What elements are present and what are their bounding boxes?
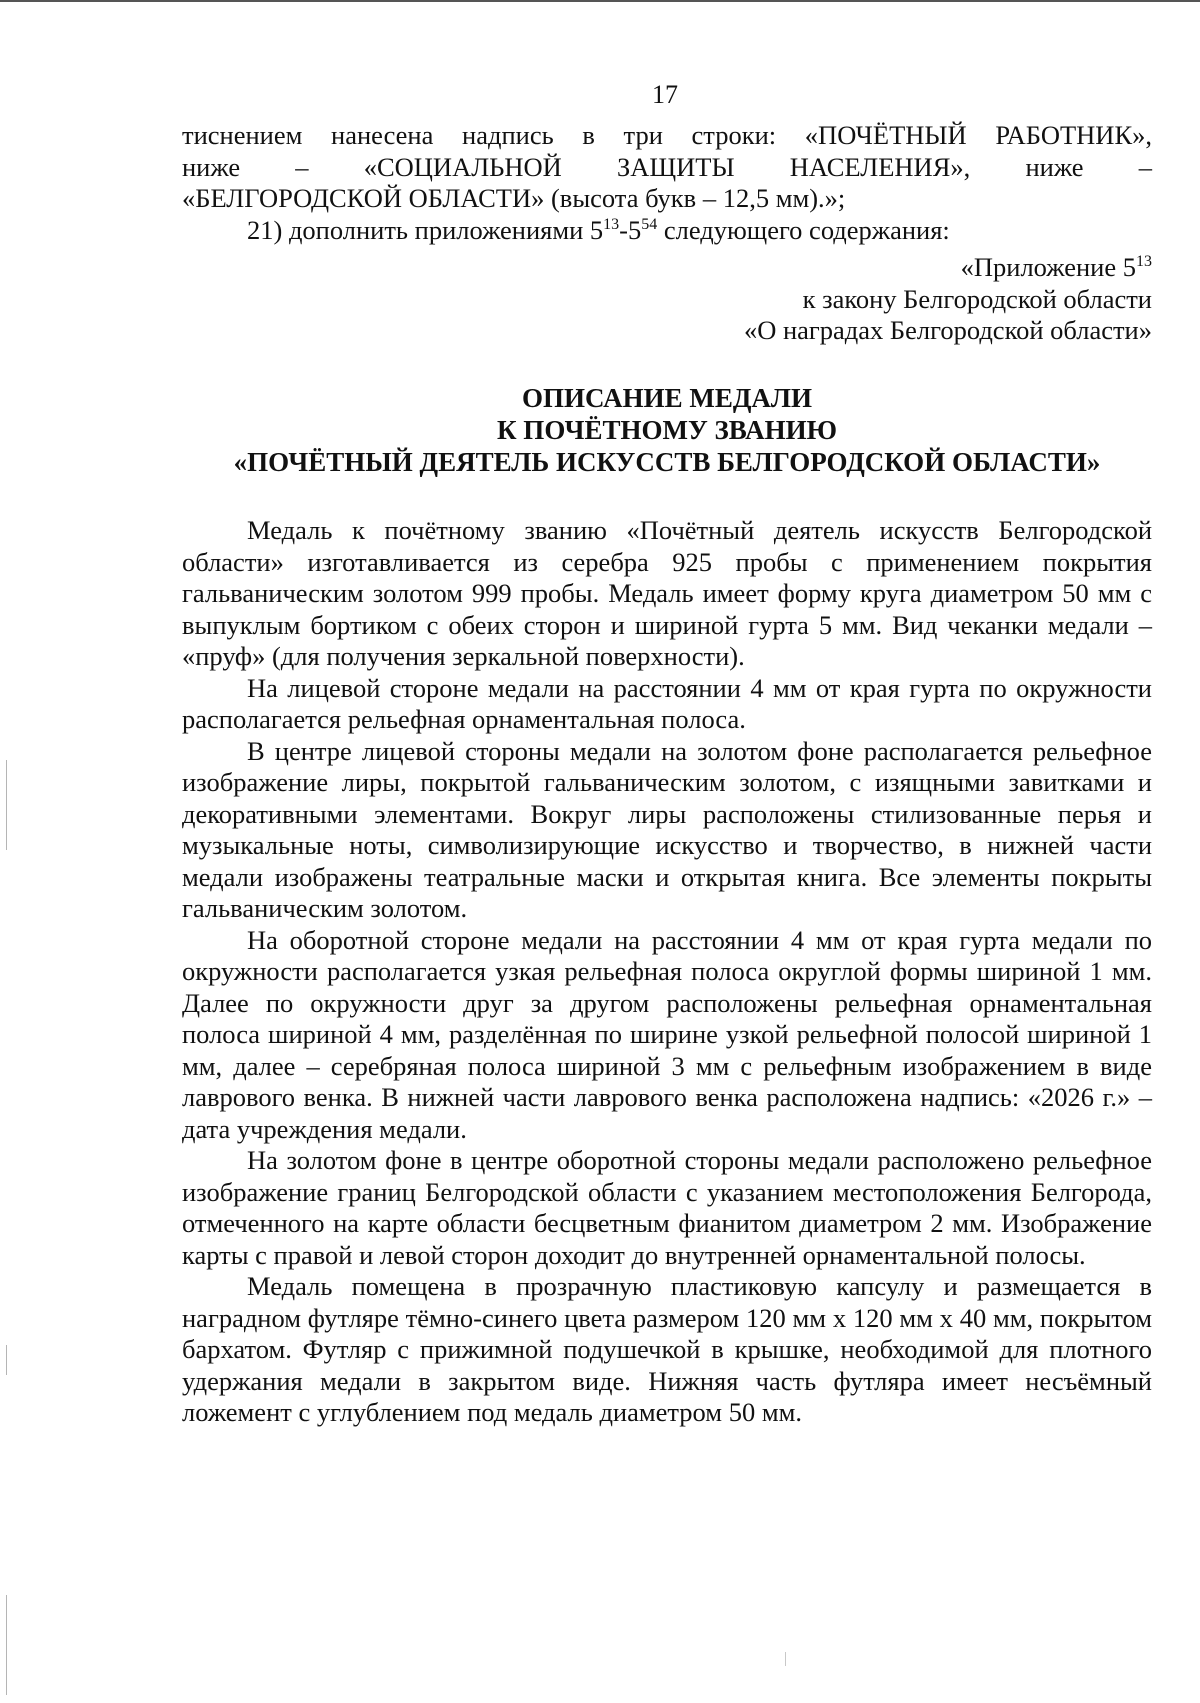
title-line-2: К ПОЧЁТНОМУ ЗВАНИЮ [496,415,837,445]
title-line-3: «ПОЧЁТНЫЙ ДЕЯТЕЛЬ ИСКУССТВ БЕЛГОРОДСКОЙ ОБЛАСТИ» [233,447,1101,477]
appendix-label-superscript: 13 [1136,253,1152,271]
paragraph-obverse-center: В центре лицевой стороны медали на золотом фоне располагается рельефное изображение лиры, покрытой гальваническим золотом, с изящными завитками и декоративными элементами. Вокруг лиры расположены стилизованные перья и музыкальные ноты, символизирующие искусство и творчество, в нижней части медали изображены театральные маски и открытая книга. Все элементы покрыты гальваническим золотом. [182,735,1152,923]
intro-line-2: ниже – «СОЦИАЛЬНОЙ ЗАЩИТЫ НАСЕЛЕНИЯ», ниже – [182,151,1152,182]
page-number: 17 [652,80,678,109]
top-edge-line [0,0,1200,2]
item21-text-a: 21) дополнить приложениями 5 [247,214,604,245]
scan-margin-mark [6,1345,7,1375]
scan-artifact-mark [785,1652,786,1666]
item21-text-c: следующего содержания: [657,214,950,245]
item21-superscript-2: 54 [641,215,658,233]
intro-line-3: «БЕЛГОРОДСКОЙ ОБЛАСТИ» (высота букв – 12,5 мм).»; [182,183,846,213]
intro-text [182,120,1152,246]
intro-line-1: тиснением нанесена надпись в три строки: «ПОЧЁТНЫЙ РАБОТНИК», [182,120,1152,150]
appendix-label-text: «Приложение 5 [960,252,1136,282]
title-line-1: ОПИСАНИЕ МЕДАЛИ [521,383,813,413]
paragraph-case: Медаль помещена в прозрачную пластиковую капсулу и размещается в наградном футляре тёмно-синего цвета размером 120 мм х 120 мм х 40 мм, покрытом бархатом. Футляр с прижимной подушечкой в крышке, необходимой для плотного удержания медали в закрытом виде. Нижняя часть футляра имеет несъёмный ложемент с углублением под медаль диаметром 50 мм. [182,1271,1152,1427]
scan-margin-mark [6,1595,7,1695]
description-body [182,515,1152,1429]
item21-superscript-1: 13 [603,215,620,233]
paragraph-general: Медаль к почётному званию «Почётный деятель искусств Белгородской области» изготавливается из серебра 925 пробы с применением покрытия гальваническим золотом 999 пробы. Медаль имеет форму круга диаметром 50 мм с выпуклым бортиком с обеих сторон и шириной гурта 5 мм. Вид чеканки медали – «пруф» (для получения зеркальной поверхности). [182,515,1152,671]
appendix-law-ref: к закону Белгородской области [802,283,1152,314]
appendix-header [552,252,1152,347]
appendix-law-title: «О наградах Белгородской области» [743,315,1152,345]
scan-margin-mark [6,760,7,850]
paragraph-obverse-border: На лицевой стороне медали на расстоянии 4 мм от края гурта по окружности располагается рельефная орнаментальная полоса. [182,672,1152,734]
appendix-label [552,252,1152,284]
paragraph-reverse-center: На золотом фоне в центре оборотной стороны медали расположено рельефное изображение границ Белгородской области с указанием местоположения Белгорода, отмеченного на карте области бесцветным фианитом диаметром 2 мм. Изображение карты с правой и левой сторон доходит до внутренней орнаментальной полосы. [182,1145,1152,1270]
amendment-item-21 [182,215,1152,247]
paragraph-reverse-border: На оборотной стороне медали на расстоянии 4 мм от края гурта медали по окружности располагается узкая рельефная полоса округлой формы шириной 1 мм. Далее по окружности друг за другом расположены рельефная орнаментальная полоса шириной 4 мм, разделённая по ширине узкой рельефной полосой шириной 1 мм, далее – серебряная полоса шириной 3 мм с рельефным изображением в виде лаврового венка. В нижней части лаврового венка расположена надпись: «2026 г.» – дата учреждения медали. [182,924,1152,1144]
item21-text-b: -5 [619,214,642,245]
document-title [182,382,1152,478]
